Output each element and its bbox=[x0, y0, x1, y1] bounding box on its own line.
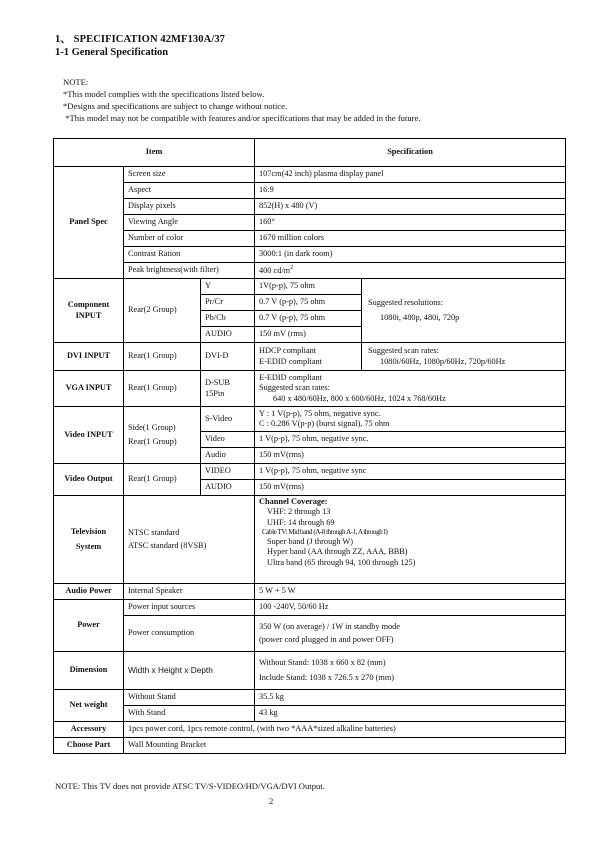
item-cell: Internal Speaker bbox=[124, 584, 255, 600]
header-item: Item bbox=[54, 139, 255, 167]
value-cell: 35.5 kg bbox=[255, 690, 566, 706]
connector-cell: D-SUB 15Pin bbox=[201, 371, 255, 407]
item-cell: Power input sources bbox=[124, 600, 255, 616]
value-cell: 150 mV (rms) bbox=[255, 327, 362, 343]
suggestion-values: 1080i/60Hz, 1080p/60Hz, 720p/60Hz bbox=[380, 356, 506, 366]
value-line: Include Stand: 1038 x 726.5 x 270 (mm) bbox=[259, 673, 395, 682]
group-dimension: Dimension bbox=[54, 652, 124, 690]
value-line: (power cord plugged in and power OFF) bbox=[259, 635, 394, 644]
value-cell bbox=[255, 616, 566, 652]
superscript: 2 bbox=[290, 264, 294, 271]
table-row bbox=[54, 231, 566, 247]
signal-cell: Pb/Cb bbox=[201, 311, 255, 327]
spec-cell: 1670 million colors bbox=[255, 231, 566, 247]
coverage-line: Cable TV: Mid band (A-8 through A-1, A through I) bbox=[262, 528, 388, 537]
group-panel-spec: Panel Spec bbox=[54, 167, 124, 279]
coverage-line: Ultra band (65 through 94, 100 through 125) bbox=[267, 557, 416, 567]
section-title: 1-1 General Specification bbox=[55, 47, 169, 58]
group-label: INPUT bbox=[75, 310, 102, 320]
spec-cell: 160° bbox=[255, 215, 566, 231]
footnote: NOTE: This TV does not provide ATSC TV/S-VIDEO/HD/VGA/DVI Output. bbox=[55, 781, 325, 791]
value-line: E-EDID compliant bbox=[259, 356, 322, 366]
value-cell: 150 mV(rms) bbox=[255, 448, 566, 464]
group-component-input bbox=[54, 279, 124, 343]
value-cell bbox=[255, 407, 566, 432]
group-audio-power: Audio Power bbox=[54, 584, 124, 600]
note-line: *This model complies with the specifications listed below. bbox=[63, 89, 265, 99]
group-label: Component bbox=[67, 300, 110, 310]
signal-cell: Video bbox=[201, 432, 255, 448]
item-cell: Contrast Ration bbox=[124, 247, 255, 263]
group-television-system bbox=[54, 496, 124, 584]
suggestion-label: Suggested scan rates: bbox=[368, 346, 439, 356]
value-cell bbox=[255, 652, 566, 690]
spec-cell: 107cm(42 inch) plasma display panel bbox=[255, 167, 566, 183]
group-dvi-input: DVI INPUT bbox=[54, 343, 124, 371]
spec-cell: 16:9 bbox=[255, 183, 566, 199]
item-cell: Display pixels bbox=[124, 199, 255, 215]
signal-cell: AUDIO bbox=[201, 480, 255, 496]
note-heading: NOTE: bbox=[63, 77, 89, 87]
table-row bbox=[54, 464, 566, 480]
item-cell: With Stand bbox=[124, 706, 255, 722]
table-row bbox=[54, 247, 566, 263]
value-line: E-EDID compliant bbox=[259, 372, 322, 382]
signal-cell: VIDEO bbox=[201, 464, 255, 480]
table-row bbox=[54, 199, 566, 215]
signal-cell: S-Video bbox=[201, 407, 255, 432]
item-cell: Width x Height x Depth bbox=[124, 652, 255, 690]
value-line: Without Stand: 1038 x 660 x 82 (mm) bbox=[259, 657, 386, 667]
standard-cell bbox=[124, 496, 255, 584]
value-line: C : 0.286 V(p-p) (burst signal), 75 ohm bbox=[259, 419, 390, 428]
item-cell: Number of color bbox=[124, 231, 255, 247]
header-specification: Specification bbox=[255, 139, 566, 167]
value-cell: 43 kg bbox=[255, 706, 566, 722]
value-line: Suggested scan rates: bbox=[259, 383, 330, 393]
value-line: Y : 1 V(p-p), 75 ohm, negative sync. bbox=[259, 408, 381, 418]
group-video-input: Video INPUT bbox=[54, 407, 124, 464]
value-cell: 0.7 V (p-p), 75 ohm bbox=[255, 295, 362, 311]
group-vga-input: VGA INPUT bbox=[54, 371, 124, 407]
coverage-line: VHF: 2 through 13 bbox=[267, 507, 331, 517]
location-cell: Rear(2 Group) bbox=[124, 279, 201, 343]
value-cell: 1pcs power cord, 1pcs remote control, (with two *AAA*sized alkaline batteries) bbox=[124, 722, 566, 738]
signal-cell: AUDIO bbox=[201, 327, 255, 343]
table-row bbox=[54, 279, 566, 295]
table-row bbox=[54, 183, 566, 199]
note-line: *Designs and specifications are subject to change without notice. bbox=[63, 101, 288, 111]
group-label: System bbox=[75, 542, 102, 551]
coverage-line: Super band (J through W) bbox=[267, 537, 354, 547]
value-line: HDCP compliant bbox=[259, 346, 317, 356]
page-title: 1、 SPECIFICATION 42MF130A/37 bbox=[55, 34, 226, 45]
group-choose-part: Choose Part bbox=[54, 738, 124, 754]
group-power: Power bbox=[54, 600, 124, 652]
coverage-line: Hyper band (AA through ZZ, AAA, BBB) bbox=[267, 547, 408, 557]
table-row bbox=[54, 722, 566, 738]
location-cell bbox=[124, 407, 201, 464]
table-row bbox=[54, 167, 566, 183]
standard-line: ATSC standard (8VSB) bbox=[128, 541, 207, 550]
value-cell bbox=[255, 371, 566, 407]
location-cell: Rear(1 Group) bbox=[124, 343, 201, 371]
location-cell: Rear(1 Group) bbox=[124, 464, 201, 496]
item-cell: Aspect bbox=[124, 183, 255, 199]
table-row bbox=[54, 215, 566, 231]
location-line: Side(1 Group) bbox=[128, 422, 176, 432]
location-line: Rear(1 Group) bbox=[128, 437, 177, 446]
group-accessory: Accessory bbox=[54, 722, 124, 738]
item-cell: Viewing Angle bbox=[124, 215, 255, 231]
signal-cell: Audio bbox=[201, 448, 255, 464]
item-cell: Without Stand bbox=[124, 690, 255, 706]
channel-coverage-cell bbox=[255, 496, 566, 584]
item-cell: Peak brightness(with filter) bbox=[124, 263, 255, 279]
table-row bbox=[54, 584, 566, 600]
note-line: *This model may not be compatible with features and/or specifications that may be added in the future. bbox=[63, 113, 421, 123]
spec-cell bbox=[255, 263, 566, 279]
table-row bbox=[54, 407, 566, 432]
value-cell: 5 W + 5 W bbox=[255, 584, 566, 600]
location-cell: Rear(1 Group) bbox=[124, 371, 201, 407]
value-cell: Wall Mounting Bracket bbox=[124, 738, 566, 754]
table-row bbox=[54, 706, 566, 722]
table-row bbox=[54, 343, 566, 371]
suggestion-label: Suggested resolutions: bbox=[368, 298, 443, 308]
table-row bbox=[54, 600, 566, 616]
table-row bbox=[54, 616, 566, 652]
value-line: 350 W (on average) / 1W in standby mode bbox=[259, 621, 401, 631]
table-row bbox=[54, 371, 566, 407]
value-cell: 1 V(p-p), 75 ohm, negative sync bbox=[255, 464, 566, 480]
coverage-line: UHF: 14 through 69 bbox=[267, 517, 335, 527]
connector-cell: DVI-D bbox=[201, 343, 255, 371]
coverage-title: Channel Coverage: bbox=[259, 497, 328, 506]
group-video-output: Video Output bbox=[54, 464, 124, 496]
value-cell: 1 V(p-p), 75 ohm, negative sync. bbox=[255, 432, 566, 448]
value-line: 640 x 480/60Hz, 800 x 600/60Hz, 1024 x 768/60Hz bbox=[273, 393, 446, 403]
table-row bbox=[54, 263, 566, 279]
page-number: 2 bbox=[269, 796, 274, 806]
value-cell: 100 -240V, 50/60 Hz bbox=[255, 600, 566, 616]
component-suggestion-cell bbox=[362, 279, 566, 343]
dvi-suggestion-cell bbox=[362, 343, 566, 371]
table-row bbox=[54, 690, 566, 706]
item-cell: Power consumption bbox=[124, 616, 255, 652]
table-row bbox=[54, 652, 566, 690]
value-cell: 0.7 V (p-p), 75 ohm bbox=[255, 311, 362, 327]
value-cell bbox=[255, 343, 362, 371]
value-cell: 1V(p-p), 75 ohm bbox=[255, 279, 362, 295]
spec-cell: 852(H) x 480 (V) bbox=[255, 199, 566, 215]
group-label: Television bbox=[70, 526, 107, 536]
group-net-weight: Net weight bbox=[54, 690, 124, 722]
signal-cell: Y bbox=[201, 279, 255, 295]
signal-cell: Pr/Cr bbox=[201, 295, 255, 311]
standard-line: NTSC standard bbox=[128, 527, 180, 537]
spec-value: 400 cd/m bbox=[259, 265, 291, 275]
item-cell: Screen size bbox=[124, 167, 255, 183]
table-header-row bbox=[54, 139, 566, 167]
value-cell: 150 mV(rms) bbox=[255, 480, 566, 496]
suggestion-values: 1080i, 480p, 480i, 720p bbox=[380, 312, 460, 322]
table-row bbox=[54, 738, 566, 754]
spec-cell: 3000:1 (in dark room) bbox=[255, 247, 566, 263]
spec-table bbox=[53, 138, 566, 754]
table-row bbox=[54, 496, 566, 584]
